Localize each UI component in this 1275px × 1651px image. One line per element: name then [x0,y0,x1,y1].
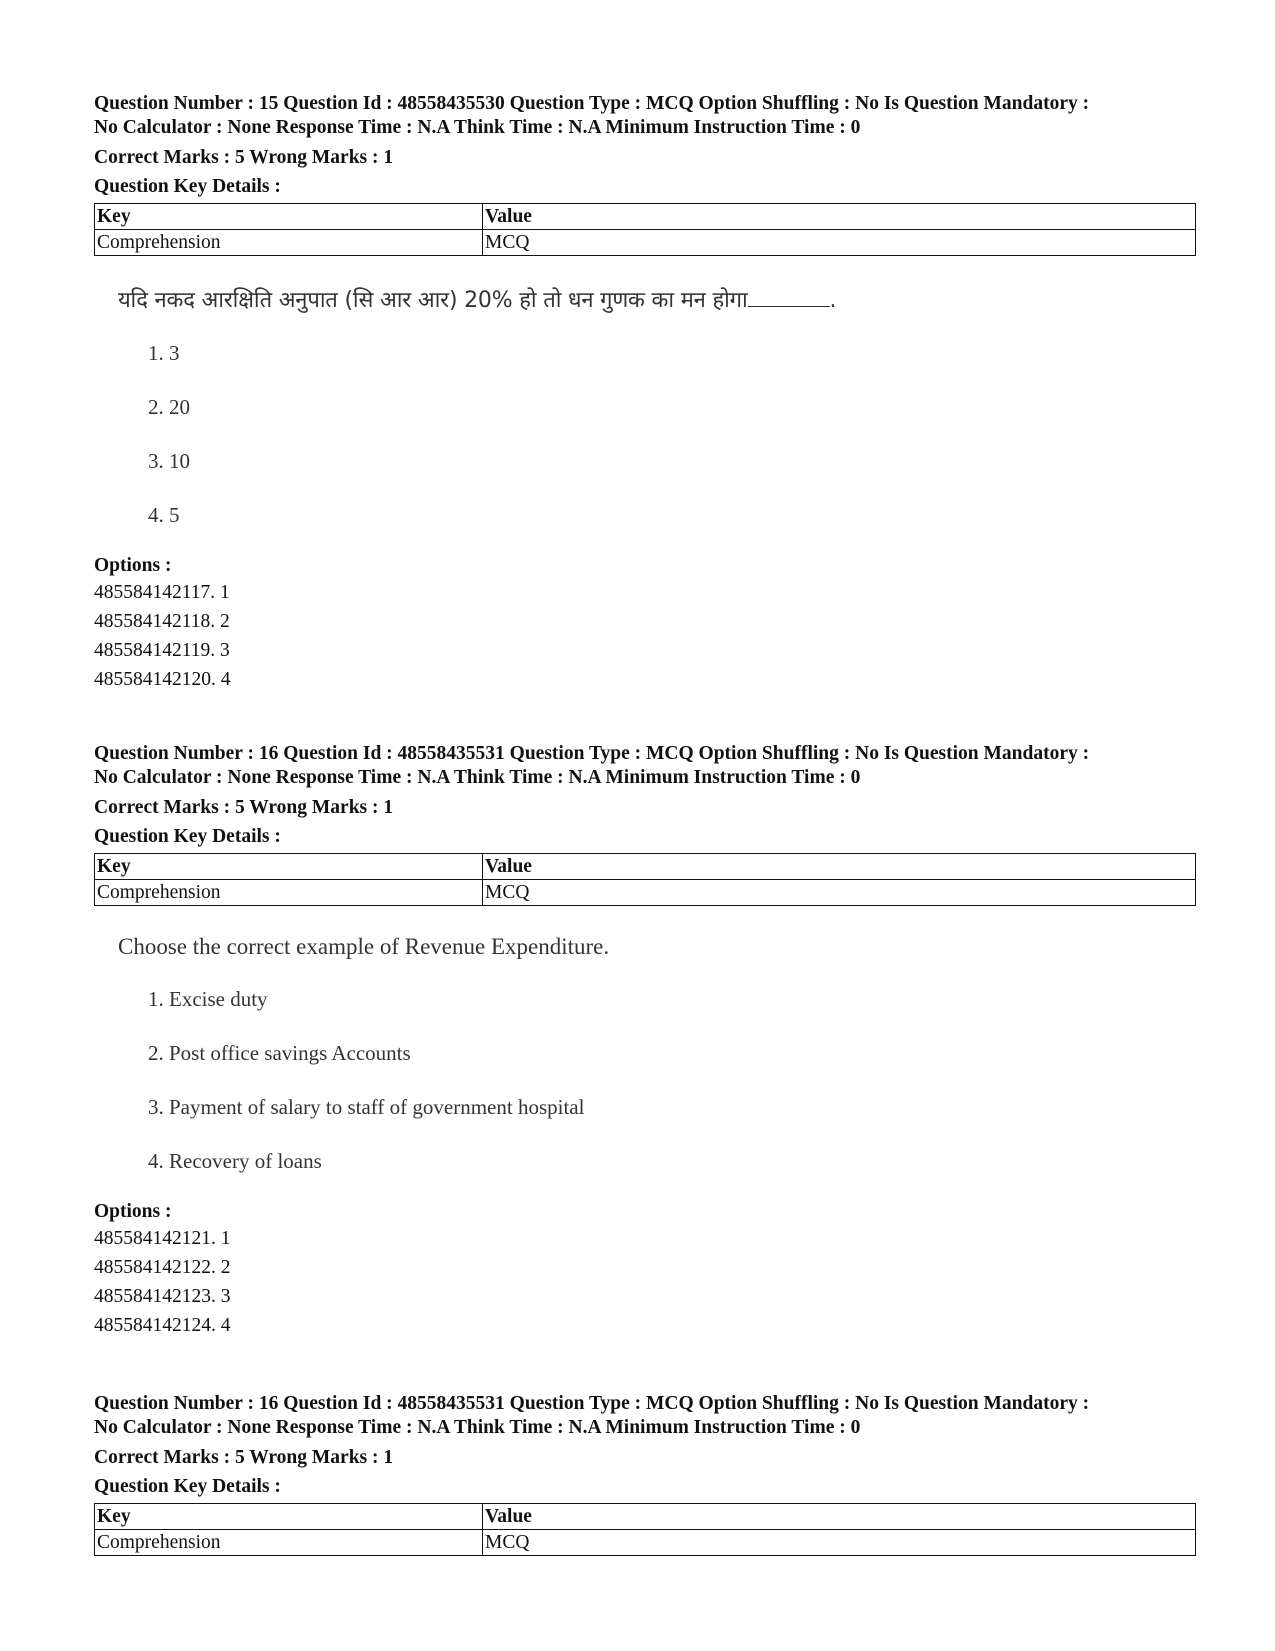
question-text: Choose the correct example of Revenue Expenditure. [118,934,610,959]
option-item: 485584142122. 2 [94,1257,231,1278]
key-details-heading: Question Key Details : [94,1476,281,1497]
question-content [118,286,1194,530]
key-details-heading: Question Key Details : [94,176,281,197]
table-cell-value: MCQ [483,880,1196,906]
key-details-table [94,203,1196,256]
table-header-key: Key [95,1504,483,1530]
key-details-table [94,1503,1196,1556]
question-meta [94,742,1194,790]
option-item: 485584142120. 4 [94,669,231,690]
question-meta-line-1: Question Number : 16 Question Id : 48558435531 Question Type : MCQ Option Shuffling : No Is Question Mandatory : [94,1393,1090,1414]
option-item: 485584142118. 2 [94,611,230,632]
marks-line: Correct Marks : 5 Wrong Marks : 1 [94,1447,394,1468]
question-meta [94,92,1194,140]
option-item: 485584142119. 3 [94,640,230,661]
table-header-key: Key [95,854,483,880]
choice-item: 3. Payment of salary to staff of government hospital [148,1095,585,1119]
question-content [118,932,1194,1176]
option-item: 485584142124. 4 [94,1315,231,1336]
option-item: 485584142123. 3 [94,1286,231,1307]
question-text-body: यदि नकद आरक्षिति अनुपात (सि आर आर) 20% हो तो धन गुणक का मन होगा [118,288,748,313]
table-cell-key: Comprehension [95,880,483,906]
table-row [95,230,1196,256]
table-row [95,880,1196,906]
option-item: 485584142117. 1 [94,582,230,603]
option-item: 485584142121. 1 [94,1228,231,1249]
table-header-row [95,1504,1196,1530]
table-header-value: Value [483,204,1196,230]
fill-in-blank [748,286,830,307]
choice-item: 2. Post office savings Accounts [148,1041,411,1065]
choice-item: 2. 20 [148,395,190,419]
options-heading: Options : [94,555,172,576]
question-block-16-repeat [94,1392,1194,1556]
table-header-value: Value [483,854,1196,880]
key-details-table [94,853,1196,906]
question-text-suffix: . [829,288,837,313]
choice-item: 3. 10 [148,449,190,473]
question-meta-line-1: Question Number : 15 Question Id : 48558435530 Question Type : MCQ Option Shuffling : No Is Question Mandatory : [94,93,1090,114]
table-row [95,1530,1196,1556]
marks-line: Correct Marks : 5 Wrong Marks : 1 [94,797,394,818]
choice-list [148,338,1194,530]
table-header-key: Key [95,204,483,230]
choice-item: 4. 5 [148,503,180,527]
choice-item: 1. 3 [148,341,180,365]
question-block-16 [94,742,1194,1340]
question-meta-line-1: Question Number : 16 Question Id : 48558435531 Question Type : MCQ Option Shuffling : No Is Question Mandatory : [94,743,1090,764]
table-header-row [95,204,1196,230]
table-cell-key: Comprehension [95,230,483,256]
question-meta [94,1392,1194,1440]
question-meta-line-2: No Calculator : None Response Time : N.A Think Time : N.A Minimum Instruction Time : 0 [94,1417,861,1438]
question-text [118,286,1194,316]
table-cell-value: MCQ [483,1530,1196,1556]
table-cell-key: Comprehension [95,1530,483,1556]
choice-item: 4. Recovery of loans [148,1149,322,1173]
options-heading: Options : [94,1201,172,1222]
choice-list [148,984,1194,1176]
table-header-row [95,854,1196,880]
marks-line: Correct Marks : 5 Wrong Marks : 1 [94,147,394,168]
question-meta-line-2: No Calculator : None Response Time : N.A Think Time : N.A Minimum Instruction Time : 0 [94,767,861,788]
choice-item: 1. Excise duty [148,987,268,1011]
table-cell-value: MCQ [483,230,1196,256]
question-meta-line-2: No Calculator : None Response Time : N.A Think Time : N.A Minimum Instruction Time : 0 [94,117,861,138]
table-header-value: Value [483,1504,1196,1530]
question-block-15 [94,92,1194,694]
key-details-heading: Question Key Details : [94,826,281,847]
